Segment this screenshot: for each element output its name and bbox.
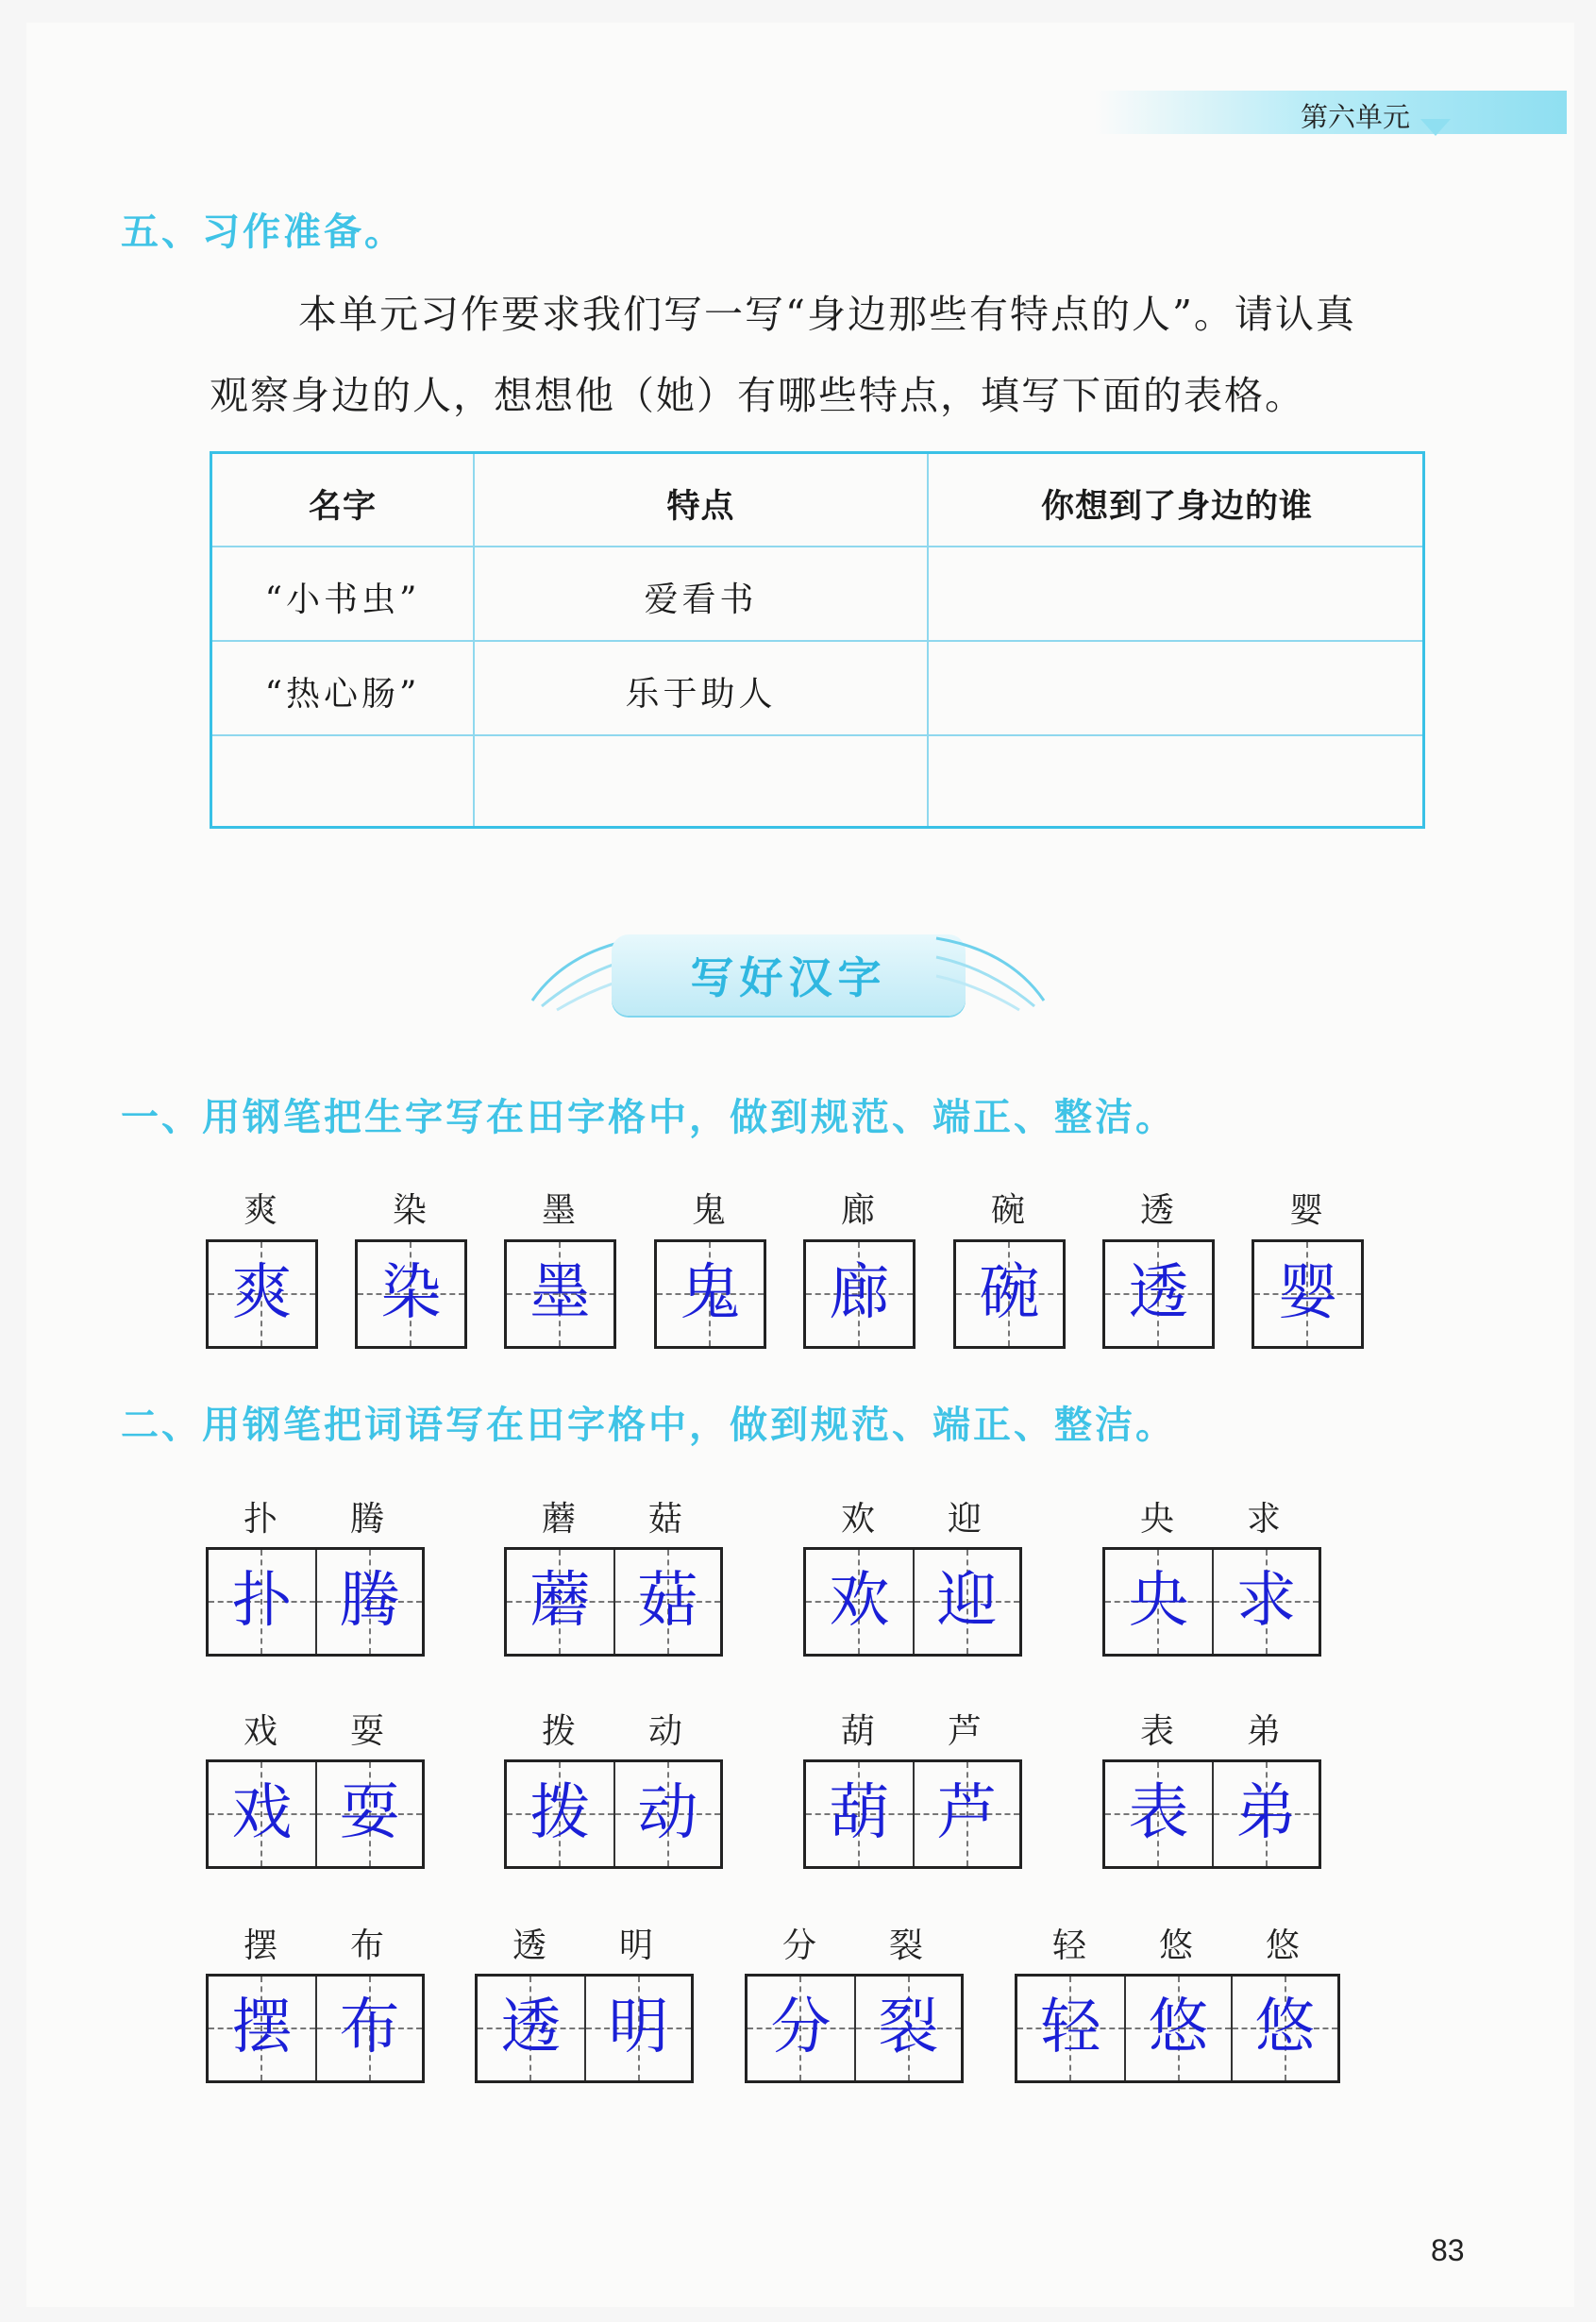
word-prompt: 轻 [1051, 1927, 1086, 1965]
grid-cell[interactable] [1254, 1242, 1361, 1346]
word-prompt: 求 [1246, 1500, 1281, 1539]
tianzi-grid[interactable] [355, 1239, 467, 1349]
handwritten-char: 摆 [231, 1993, 293, 2062]
grid-cell[interactable] [913, 1762, 1019, 1866]
word-prompt: 表 [1139, 1712, 1174, 1751]
word-prompt: 扑 [243, 1500, 277, 1539]
handwritten-char: 悠 [1148, 1993, 1209, 2062]
handwritten-char: 迎 [936, 1566, 998, 1636]
grid-cell[interactable] [1212, 1762, 1319, 1866]
grid-cell[interactable] [1231, 1977, 1337, 2080]
grid-cell[interactable] [806, 1550, 913, 1654]
grid-cell[interactable] [584, 1977, 691, 2080]
table-header-name: 名字 [308, 488, 377, 526]
char-prompt: 墨 [541, 1191, 576, 1230]
word-prompt: 耍 [349, 1712, 384, 1751]
grid-cell[interactable] [1105, 1242, 1212, 1346]
char-prompt: 廊 [840, 1191, 875, 1230]
table-cell: 爱看书 [644, 580, 758, 619]
grid-cell[interactable] [358, 1242, 464, 1346]
table-cell: 乐于助人 [625, 675, 777, 714]
tianzi-grid[interactable] [206, 1974, 425, 2083]
tianzi-grid[interactable] [1102, 1759, 1321, 1869]
grid-cell[interactable] [806, 1762, 913, 1866]
word-prompt: 动 [647, 1712, 682, 1751]
banner-right-wing-icon [934, 927, 1048, 1012]
character-trait-table [210, 451, 1425, 829]
char-prompt: 爽 [243, 1191, 277, 1230]
word-prompt: 蘑 [541, 1500, 576, 1539]
unit-tab [1095, 91, 1567, 134]
word-prompt: 央 [1139, 1500, 1174, 1539]
grid-cell[interactable] [956, 1242, 1063, 1346]
tianzi-grid[interactable] [206, 1239, 318, 1349]
grid-cell[interactable] [209, 1977, 315, 2080]
tianzi-grid[interactable] [745, 1974, 964, 2083]
word-prompt: 明 [618, 1927, 653, 1965]
handwritten-char: 鬼 [680, 1258, 741, 1328]
word-prompt: 戏 [243, 1712, 277, 1751]
grid-cell[interactable] [854, 1977, 961, 2080]
word-prompt: 芦 [947, 1712, 982, 1751]
word-prompt: 葫 [840, 1712, 875, 1751]
grid-cell[interactable] [507, 1550, 613, 1654]
grid-cell[interactable] [913, 1550, 1019, 1654]
handwritten-char: 葫 [829, 1778, 890, 1848]
handwritten-char: 轻 [1040, 1993, 1101, 2062]
handwritten-char: 蘑 [529, 1566, 591, 1636]
tianzi-grid[interactable] [803, 1547, 1022, 1657]
handwritten-char: 耍 [339, 1778, 400, 1848]
grid-cell[interactable] [478, 1977, 584, 2080]
grid-cell[interactable] [748, 1977, 854, 2080]
word-prompt: 腾 [349, 1500, 384, 1539]
char-prompt: 透 [1139, 1191, 1174, 1230]
handwritten-char: 动 [637, 1778, 698, 1848]
table-cell: “小书虫” [264, 580, 421, 619]
grid-cell[interactable] [613, 1550, 720, 1654]
grid-cell[interactable] [315, 1550, 422, 1654]
tianzi-grid[interactable] [1102, 1547, 1321, 1657]
tianzi-grid[interactable] [1252, 1239, 1364, 1349]
handwritten-char: 透 [500, 1993, 562, 2062]
handwritten-char: 婴 [1277, 1258, 1338, 1328]
tianzi-grid[interactable] [803, 1239, 916, 1349]
word-prompt: 菇 [647, 1500, 682, 1539]
handwritten-char: 扑 [231, 1566, 293, 1636]
grid-cell[interactable] [209, 1242, 315, 1346]
section5-title: 五、习作准备。 [121, 210, 405, 254]
grid-cell[interactable] [1105, 1550, 1212, 1654]
word-prompt: 分 [781, 1927, 816, 1965]
handwritten-char: 明 [608, 1993, 669, 2062]
grid-cell[interactable] [1212, 1550, 1319, 1654]
handwritten-char: 碗 [979, 1258, 1040, 1328]
handwritten-char: 芦 [936, 1778, 998, 1848]
handwritten-char: 分 [770, 1993, 832, 2062]
handwritten-char: 腾 [339, 1566, 400, 1636]
char-prompt: 染 [392, 1191, 427, 1230]
grid-cell[interactable] [507, 1762, 613, 1866]
word-prompt: 悠 [1158, 1927, 1193, 1965]
word-prompt: 透 [512, 1927, 546, 1965]
table-header-who: 你想到了身边的谁 [1040, 488, 1313, 526]
handwritten-char: 透 [1128, 1258, 1189, 1328]
tianzi-grid[interactable] [1102, 1239, 1215, 1349]
grid-cell[interactable] [1017, 1977, 1124, 2080]
word-prompt: 拨 [541, 1712, 576, 1751]
section5-paragraph-line1: 本单元习作要求我们写一写“身边那些有特点的人”。请认真 [298, 292, 1356, 337]
char-prompt: 碗 [990, 1191, 1025, 1230]
handwritten-char: 央 [1128, 1566, 1189, 1636]
table-rule [212, 640, 1422, 642]
grid-cell[interactable] [315, 1762, 422, 1866]
grid-cell[interactable] [209, 1762, 315, 1866]
handwritten-char: 拨 [529, 1778, 591, 1848]
table-rule [212, 546, 1422, 547]
page-number: 83 [1431, 2233, 1465, 2267]
word-prompt: 布 [349, 1927, 384, 1965]
handwritten-char: 弟 [1235, 1778, 1297, 1848]
handwritten-char: 菇 [637, 1566, 698, 1636]
banner-title: 写好汉字 [690, 952, 887, 1003]
word-prompt: 摆 [243, 1927, 277, 1965]
grid-cell[interactable] [613, 1762, 720, 1866]
handwritten-char: 求 [1235, 1566, 1297, 1636]
handwritten-char: 戏 [231, 1778, 293, 1848]
word-prompt: 欢 [840, 1500, 875, 1539]
handwritten-char: 裂 [878, 1993, 939, 2062]
word-prompt: 弟 [1246, 1712, 1281, 1751]
table-header-trait: 特点 [666, 488, 735, 526]
tianzi-grid[interactable] [654, 1239, 766, 1349]
word-prompt: 悠 [1265, 1927, 1300, 1965]
handwritten-char: 表 [1128, 1778, 1189, 1848]
tianzi-grid[interactable] [504, 1759, 723, 1869]
task2-title: 二、用钢笔把词语写在田字格中，做到规范、端正、整洁。 [121, 1404, 1176, 1447]
section5-paragraph-line2: 观察身边的人，想想他（她）有哪些特点，填写下面的表格。 [210, 373, 1305, 418]
grid-cell[interactable] [806, 1242, 913, 1346]
char-prompt: 婴 [1288, 1191, 1323, 1230]
task1-title: 一、用钢笔把生字写在田字格中，做到规范、端正、整洁。 [121, 1096, 1176, 1139]
handwritten-char: 廊 [829, 1258, 890, 1328]
table-cell: “热心肠” [264, 675, 421, 714]
tianzi-grid[interactable] [953, 1239, 1066, 1349]
grid-cell[interactable] [1105, 1762, 1212, 1866]
word-prompt: 裂 [888, 1927, 923, 1965]
tianzi-grid[interactable] [504, 1547, 723, 1657]
handwritten-char: 布 [339, 1993, 400, 2062]
tianzi-grid[interactable] [475, 1974, 694, 2083]
word-prompt: 迎 [947, 1500, 982, 1539]
grid-cell[interactable] [209, 1550, 315, 1654]
grid-cell[interactable] [657, 1242, 764, 1346]
tianzi-grid[interactable] [206, 1759, 425, 1869]
handwritten-char: 墨 [529, 1258, 591, 1328]
tianzi-grid[interactable] [504, 1239, 616, 1349]
tab-notch [1420, 119, 1451, 136]
grid-cell[interactable] [1124, 1977, 1231, 2080]
handwritten-char: 欢 [829, 1566, 890, 1636]
section-banner [529, 917, 1038, 1021]
char-prompt: 鬼 [691, 1191, 726, 1230]
grid-cell[interactable] [507, 1242, 613, 1346]
table-rule [212, 734, 1422, 736]
handwritten-char: 染 [380, 1258, 442, 1328]
handwritten-char: 悠 [1254, 1993, 1316, 2062]
tianzi-grid[interactable] [1015, 1974, 1340, 2083]
grid-cell[interactable] [315, 1977, 422, 2080]
tianzi-grid[interactable] [206, 1547, 425, 1657]
tianzi-grid[interactable] [803, 1759, 1022, 1869]
unit-label: 第六单元 [1301, 101, 1411, 133]
handwritten-char: 爽 [231, 1258, 293, 1328]
